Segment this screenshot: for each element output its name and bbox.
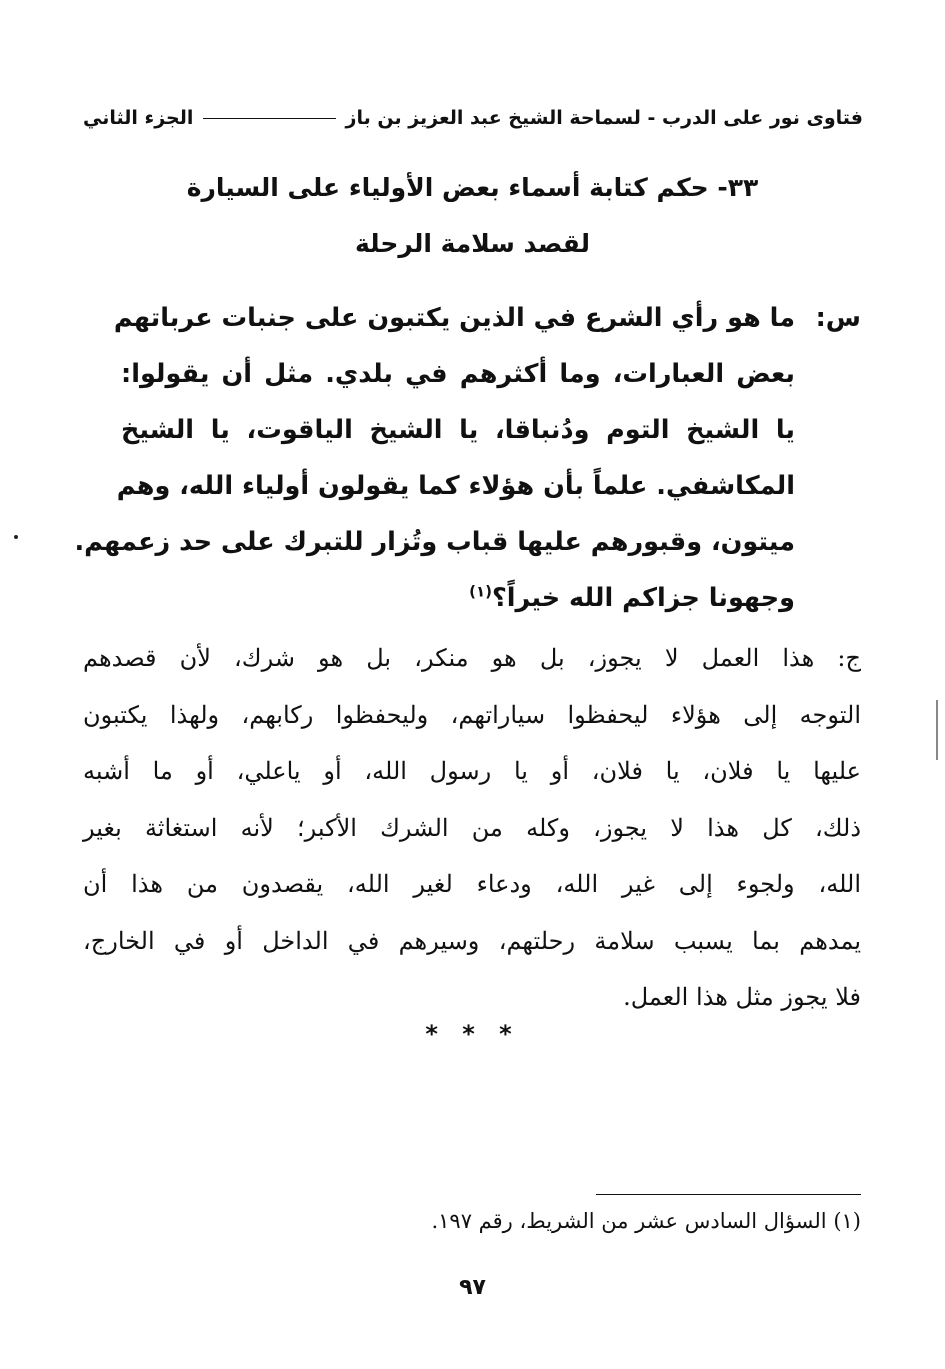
question-line: المكاشفي. علماً بأن هؤلاء كما يقولون أولياء الله، وهم — [116, 471, 795, 501]
answer-line: الله، ولجوء إلى غير الله، ودعاء لغير الله، يقصدون من هذا أن — [83, 870, 861, 898]
section-separator: * * * — [425, 1020, 520, 1048]
header-volume: الجزء الثاني — [83, 107, 194, 129]
question-line: ما هو رأي الشرع في الذين يكتبون على جنبات عرباتهم — [113, 303, 795, 333]
question-last-line — [121, 570, 795, 626]
fatwa-title-line-2: لقصد سلامة الرحلة — [355, 229, 590, 258]
header-book-title: فتاوى نور على الدرب - لسماحة الشيخ عبد العزيز بن باز — [345, 107, 863, 129]
answer-line: يمدهم بما يسبب سلامة رحلتهم، وسيرهم في الداخل أو في الخارج، — [83, 926, 861, 955]
footnote-reference: (١) — [469, 582, 492, 601]
question-closing: وجهونا جزاكم الله خيراً؟ — [491, 583, 795, 613]
scan-speck — [14, 535, 18, 539]
question-block — [74, 290, 861, 626]
question-text — [74, 290, 795, 626]
scan-edge-mark — [936, 700, 938, 760]
answer-last-line: فلا يجوز مثل هذا العمل. — [623, 983, 861, 1011]
question-line: يا الشيخ التوم ودُنباقا، يا الشيخ الياقوت، يا الشيخ — [121, 415, 795, 445]
footnote-rule — [596, 1194, 861, 1195]
answer-line: ج: هذا العمل لا يجوز، بل هو منكر، بل هو شرك، لأن قصدهم — [83, 644, 861, 672]
header-rule — [203, 118, 335, 119]
fatwa-title-line-1: ٣٣- حكم كتابة أسماء بعض الأولياء على السيارة — [186, 173, 759, 202]
answer-line: التوجه إلى هؤلاء ليحفظوا سياراتهم، وليحفظوا ركابهم، ولهذا يكتبون — [83, 700, 861, 729]
footnote: (١) السؤال السادس عشر من الشريط، رقم ١٩٧. — [431, 1209, 861, 1233]
running-header — [83, 100, 863, 136]
answer-block — [83, 630, 861, 1026]
page-number: ٩٧ — [459, 1275, 486, 1300]
question-line: ميتون، وقبورهم عليها قباب وتُزار للتبرك على حد زعمهم. — [74, 527, 795, 557]
question-label: س: — [815, 303, 861, 333]
question-line: بعض العبارات، وما أكثرهم في بلدي. مثل أن يقولوا: — [121, 359, 795, 389]
fatwa-title — [100, 160, 845, 272]
answer-line: ذلك، كل هذا لا يجوز، وكله من الشرك الأكبر؛ لأنه استغاثة بغير — [83, 813, 862, 842]
answer-line: عليها يا فلان، يا فلان، أو يا رسول الله، أو ياعلي، أو ما أشبه — [83, 757, 861, 785]
